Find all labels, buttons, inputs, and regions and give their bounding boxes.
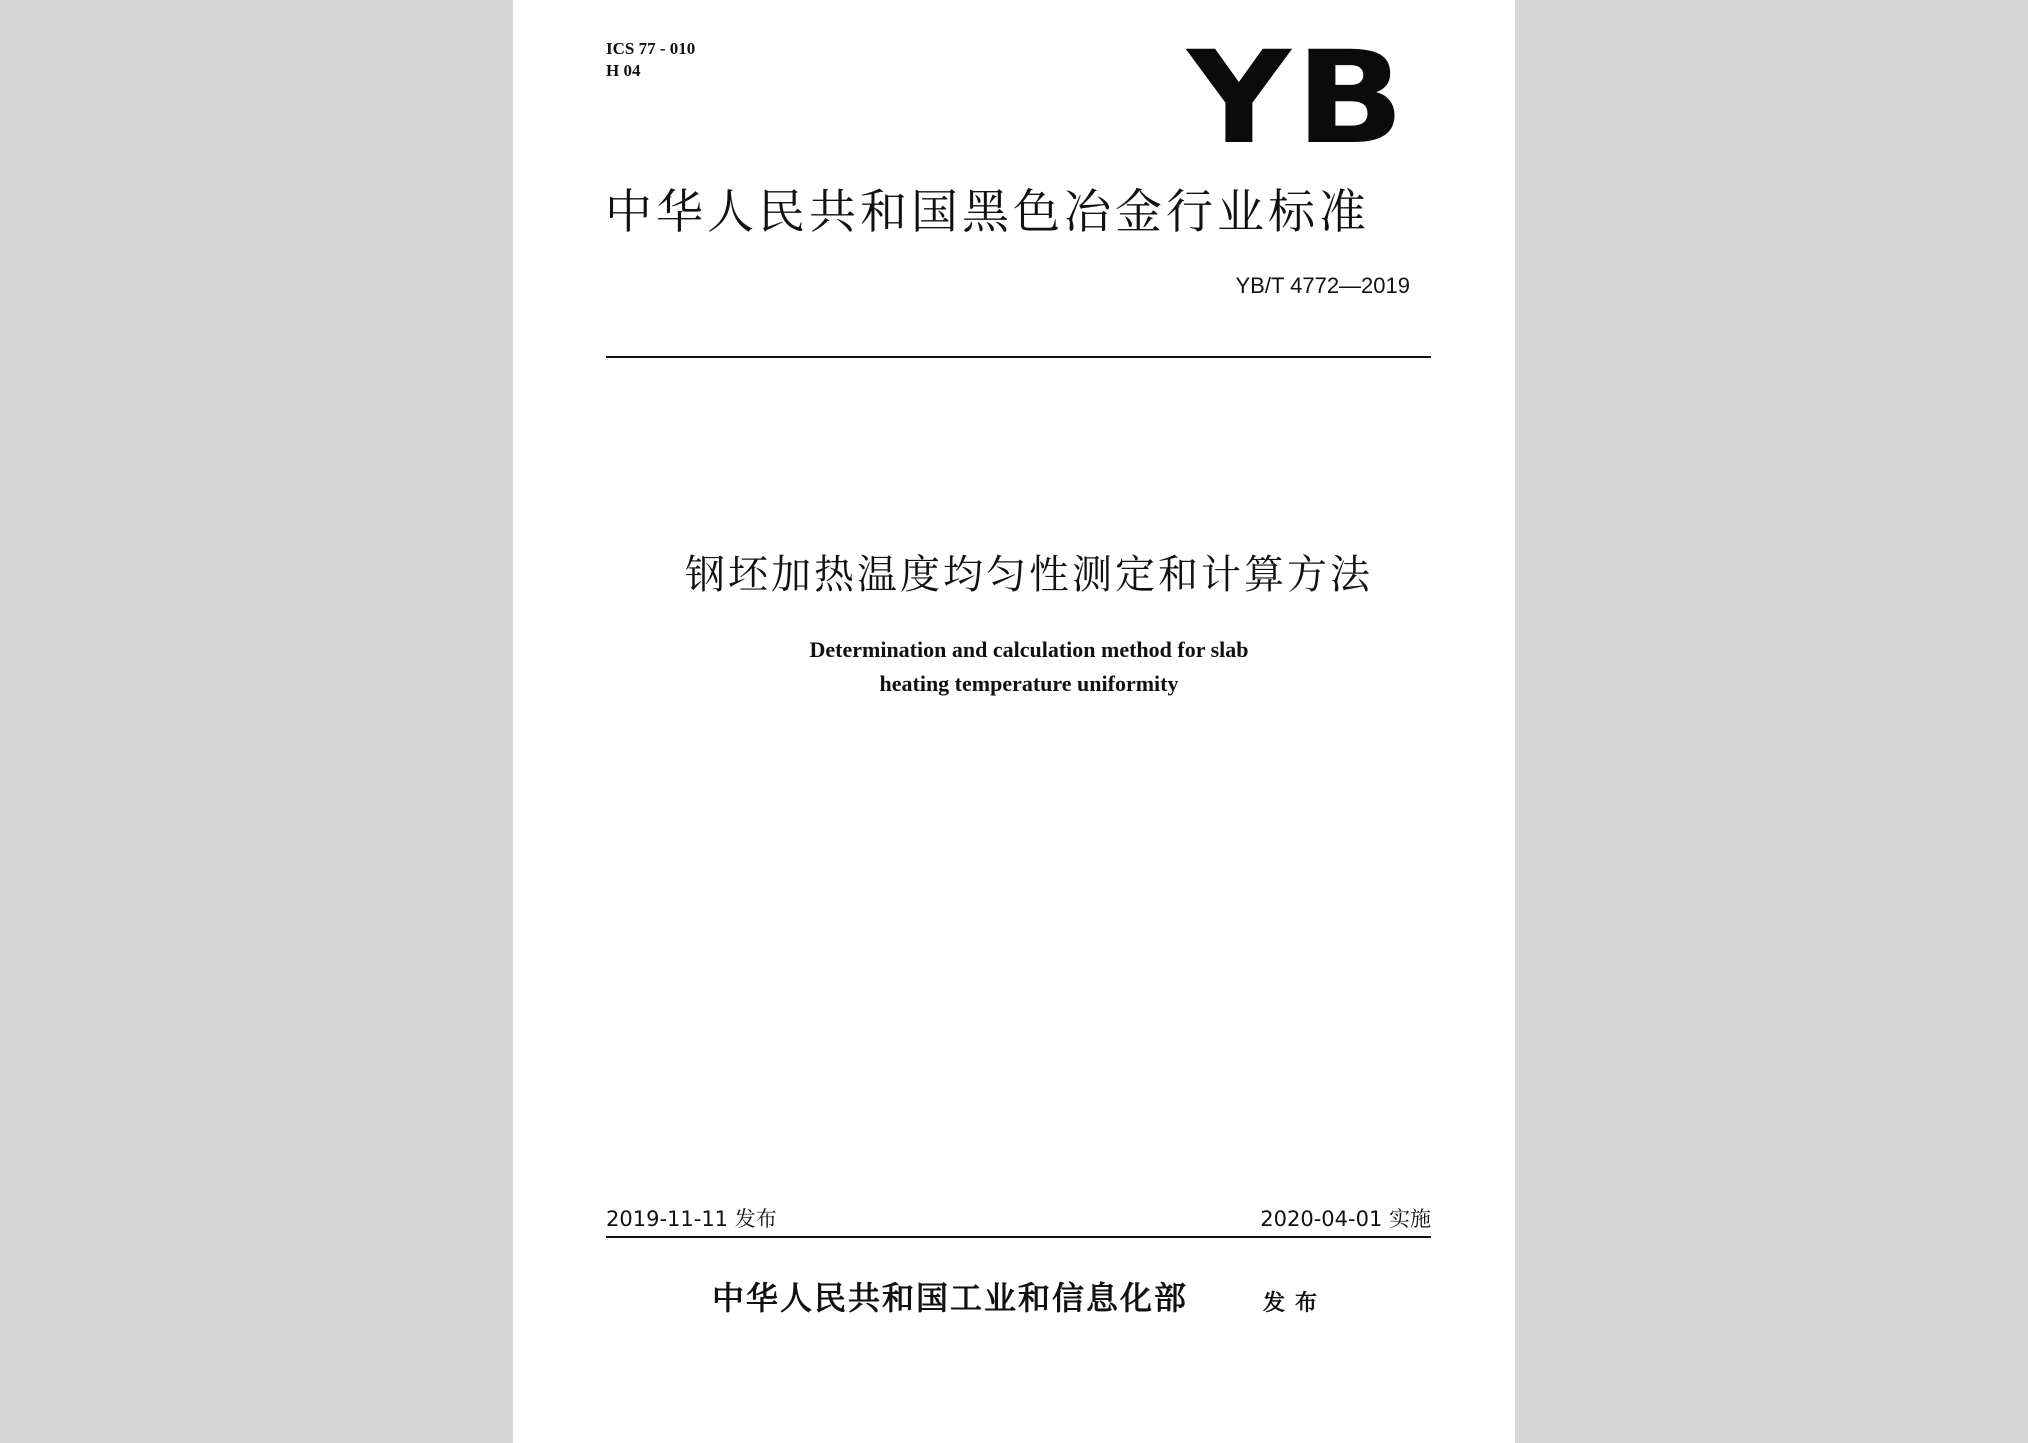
title-english-line-1: Determination and calculation method for slab bbox=[809, 637, 1249, 662]
classification-codes bbox=[606, 38, 695, 82]
document-page bbox=[513, 0, 1515, 1443]
ics-code: ICS 77 - 010 bbox=[606, 39, 696, 58]
yb-logo: YB bbox=[1187, 24, 1410, 173]
issuer-action: 发布 bbox=[1263, 1290, 1328, 1316]
document-title-english bbox=[513, 633, 1515, 701]
industry-standard-title: 中华人民共和国黑色冶金行业标准 bbox=[605, 185, 1370, 240]
implementation-date: 2020-04-01 实施 bbox=[1260, 1207, 1431, 1231]
issue-date: 2019-11-11 发布 bbox=[606, 1207, 777, 1231]
standard-number: YB/T 4772—2019 bbox=[1235, 273, 1410, 298]
footer-divider bbox=[606, 1236, 1431, 1238]
document-title-chinese: 钢坯加热温度均匀性测定和计算方法 bbox=[685, 552, 1373, 598]
header-divider bbox=[606, 356, 1431, 358]
ccs-code: H 04 bbox=[606, 61, 641, 80]
issuing-authority: 中华人民共和国工业和信息化部 bbox=[712, 1279, 1189, 1317]
title-english-line-2: heating temperature uniformity bbox=[879, 671, 1179, 696]
